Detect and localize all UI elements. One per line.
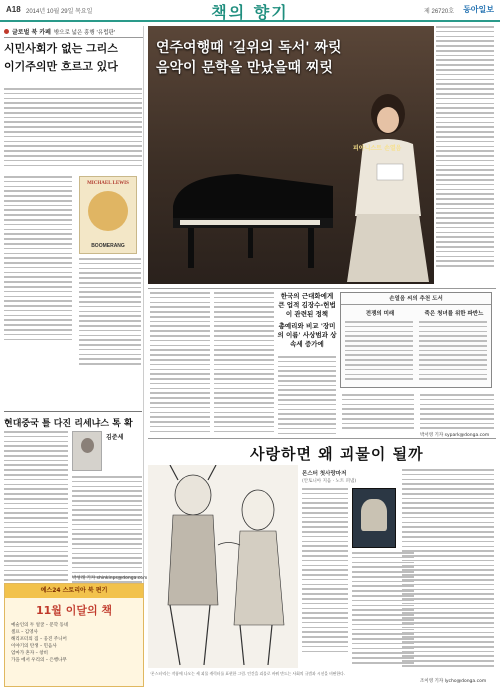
reporter-email: 박서영 기자 sypark@donga.com [420,433,490,438]
page-number: A18 [6,5,21,14]
book-cover-art [88,191,128,231]
recommended-books-title: 손열음 씨의 추천 도서 [341,293,491,305]
feature-body-col-4 [342,394,414,432]
ad-list [5,622,143,664]
lead-headline-1: 시민사회가 없는 그리스 [4,42,118,55]
book-publisher: (안토니아 지음 · 노트 펴냄) [302,479,357,484]
monster-body-col-1 [302,488,348,655]
right-body-text [436,26,494,270]
reporter-email: 박성래 기자 shinkinps@donga.com [72,576,148,581]
book-cover-title: BOOMERANG [91,243,125,249]
lead-body-text-3 [79,258,141,368]
image-caption: '몬스터'라는 작품에 나오는 세 괴물 캐릭터를 표현한 그림. 인간을 괴물로 바꿔 만드는 사회의 규범과 시선을 비판한다. [150,671,345,676]
monster-illustration [148,465,298,668]
book-title: 몬스터 첫사랑마저 [302,471,347,477]
issue-number: 제 26720호 [424,9,454,15]
author-portrait [72,431,102,471]
book-cover-image [352,488,396,548]
series-subtitle: 밖으로 넓은 흥행 '유럽판' [53,29,116,36]
reporter-email: 조이영 기자 lycho@donga.com [420,679,487,684]
ad-item: 해리포터의 집 – 웅진 주니어 [11,637,67,642]
ad-item: 가을 에서 우리의 – 은행나무 [11,658,67,663]
section-title: 책의 향기 [211,3,289,22]
right-column [434,26,496,284]
recommended-book-2-text [419,321,487,383]
recommended-books-box [340,292,492,388]
lead-body-text [4,88,142,169]
feature-headline [156,38,431,78]
ad-item: 엄마가 혼자 – 창비 [11,651,48,656]
feature-headline-line-2: 음악이 문학을 만났을때 찌릿 [156,60,333,76]
divider [4,411,142,412]
ad-headline: 11월 이달의 책 [35,604,113,617]
ad-header: 예스24 스토리아 북 편기 [5,584,143,598]
feature-byline: 피아니스트 손열음 [353,145,402,152]
feature-photo [148,26,434,284]
ad-item: 이야기의 탄생 – 민음사 [11,644,57,649]
divider [148,288,496,289]
recommended-book-1-text [345,321,413,383]
bullet-icon [4,29,9,34]
series-label [4,26,143,38]
newspaper-logo: 동아일보 [463,5,494,14]
second-headline: 현대중국 틀 다진 리세냐스 톡 확 [4,419,133,429]
grand-piano-image [168,166,338,276]
portrait-name: 김준세 [106,434,124,441]
feature-body-col-5 [420,394,494,432]
recommended-book-1: 전쟁의 미래 [365,311,395,317]
advertisement[interactable] [4,583,144,687]
feature-headline-line-1: 연주여행때 '길위의 독서' 짜릿 [156,40,342,56]
feature-body-col-1 [150,292,210,435]
monster-headline: 사랑하면 왜 괴물이 될까 [250,445,424,463]
mid-headline-left: 한국의 근대화에게 큰 업적 김장수-헌법이 관련된 정책 [278,292,336,318]
recommended-book-2: 죽은 청녀를 위한 파반느 [424,311,484,317]
feature-body-col-3 [278,356,336,437]
mid-headline-mid: 총예리와 비교 '장미의 이름' 사상범과 상속세 증가에 [277,322,337,348]
ad-item: 예술인의 두 얼굴 – 문학 동네 [11,623,69,628]
book-cover-image [79,176,137,254]
pianist-photo [343,86,433,282]
publication-date: 2014년 10월 29일 목요일 [26,9,93,15]
feature-body-col-2 [214,292,274,435]
lead-body-text-2 [4,176,72,343]
series-name: 글로벌 북 카페 [12,29,51,36]
lead-headline-2: 이기주의만 흐르고 있다 [4,60,118,73]
book-cover-author: MICHAEL LEWIS [87,181,129,186]
divider [148,438,496,439]
masthead [0,0,500,22]
monster-body-col-3 [402,469,494,670]
ad-item: 셀프 – 김영사 [11,630,38,635]
